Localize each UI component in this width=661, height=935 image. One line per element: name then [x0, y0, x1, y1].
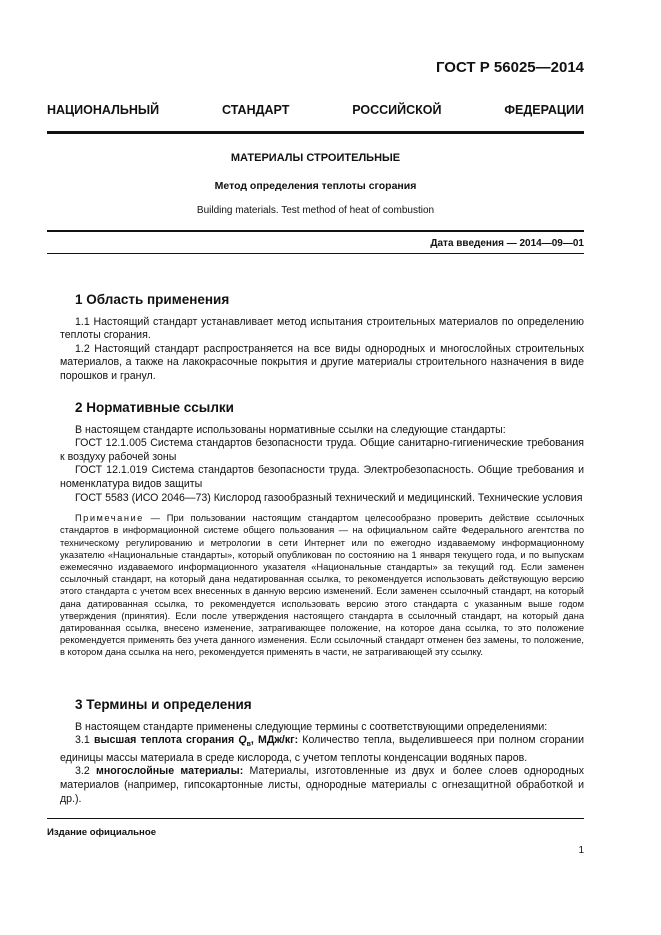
- section-3-heading: 3 Термины и определения: [75, 697, 252, 712]
- standard-title: МАТЕРИАЛЫ СТРОИТЕЛЬНЫЕ: [230, 152, 401, 164]
- official-edition-label: Издание официальное: [47, 827, 157, 838]
- term-3-2: [60, 765, 584, 806]
- clause-1-2: 1.2 Настоящий стандарт распространяется на все виды однородных и многослойных строительных материалов, а также на лакокрасочные покрытия и другие материалы строительного назначения в виде порошков и гранул.: [60, 342, 584, 382]
- references-note: [60, 512, 584, 658]
- section-2: [60, 401, 584, 659]
- reference-gost-12-1-019: ГОСТ 12.1.019 Система стандартов безопасности труда. Электробезопасность. Общие требования и номенклатура видов защиты: [60, 464, 584, 490]
- document-code: ГОСТ Р 56025—2014: [435, 59, 584, 76]
- term-3-2-number: 3.2: [75, 765, 96, 778]
- term-3-1-symbol: Q: [238, 734, 247, 747]
- footer-divider: [47, 818, 584, 819]
- term-3-1-name: высшая теплота сгорания: [93, 734, 239, 747]
- national-standard-banner: НАЦИОНАЛЬНЫЙ СТАНДАРТ РОССИЙСКОЙ ФЕДЕРАЦИИ: [47, 103, 584, 117]
- english-title: Building materials. Test method of heat of combustion: [196, 205, 435, 216]
- reference-gost-5583: ГОСТ 5583 (ИСО 2046—73) Кислород газообразный технический и медицинский. Технические условия: [75, 491, 583, 504]
- date-divider: [47, 253, 584, 254]
- note-label: Примечание: [75, 513, 144, 524]
- term-3-1: [60, 734, 584, 765]
- term-3-1-subscript: в: [246, 741, 251, 749]
- clause-1-1: 1.1 Настоящий стандарт устанавливает метод испытания строительных материалов по определению теплоты сгорания.: [60, 315, 584, 342]
- page-number: 1: [578, 845, 584, 856]
- term-3-2-name: многослойные материалы:: [96, 765, 244, 778]
- section-1: [60, 293, 584, 384]
- terms-intro: В настоящем стандарте применены следующие термины с соответствующими определениями:: [75, 720, 548, 733]
- section-3: [60, 698, 584, 806]
- section-2-heading: 2 Нормативные ссылки: [75, 400, 234, 415]
- term-3-1-definition: Количество тепла, выделившееся при полном сгорании единицы массы материала в среде кислорода, с учетом теплоты конденсации водяных паров.: [60, 734, 584, 764]
- reference-gost-12-1-005: ГОСТ 12.1.005 Система стандартов безопасности труда. Общие санитарно-гигиенические требования к воздуху рабочей зоны: [60, 437, 584, 463]
- introduction-date: Дата введения — 2014—09—01: [430, 238, 584, 249]
- title-divider: [47, 230, 584, 232]
- term-3-2-definition: Материалы, изготовленные из двух и более слоев однородных материалов (например, гипсокартонные листы, однородные материалы с огнезащитной обработкой и др.).: [60, 765, 585, 805]
- term-3-1-unit: , МДж/кг:: [250, 734, 299, 747]
- note-text: — При пользовании настоящим стандартом целесообразно проверить действие ссылочных стандартов в информационной системе общего пользования — на официальном сайте Федерального агентства по техническому регулированию и метрологии в сети Интернет или по ежегодно издаваемому информационному указателю «Национальные стандарты», который опубликован по состоянию на 1 января текущего года, и по выпускам ежемесячно издаваемого информационного указателя «Национальные стандарты» за текущий год. Если заменен ссылочный стандарт, на который дана недатированная ссылка, то рекомендуется использовать действующую версию этого стандарта с учетом всех внесенных в данную версию изменений. Если заменен ссылочный стандарт, на который дана датированная ссылка, то рекомендуется использовать версию этого стандарта с указанным выше годом утверждения (принятия). Если после утверждения настоящего стандарта в ссылочный стандарт, на который дана датированная ссылка, внесено изменение, затрагивающее положение, на которое дана ссылка, то это положение рекомендуется применять без учета данного изменения. Если ссылочный стандарт отменен без замены, то положение, в котором дана ссылка на него, рекомендуется применять в части, не затрагивающей эту ссылку.: [60, 513, 584, 658]
- standard-subtitle: Метод определения теплоты сгорания: [214, 180, 417, 192]
- term-3-1-number: 3.1: [75, 734, 94, 747]
- section-1-heading: 1 Область применения: [75, 292, 230, 307]
- references-intro: В настоящем стандарте использованы нормативные ссылки на следующие стандарты:: [75, 423, 506, 436]
- header-divider: [47, 131, 584, 134]
